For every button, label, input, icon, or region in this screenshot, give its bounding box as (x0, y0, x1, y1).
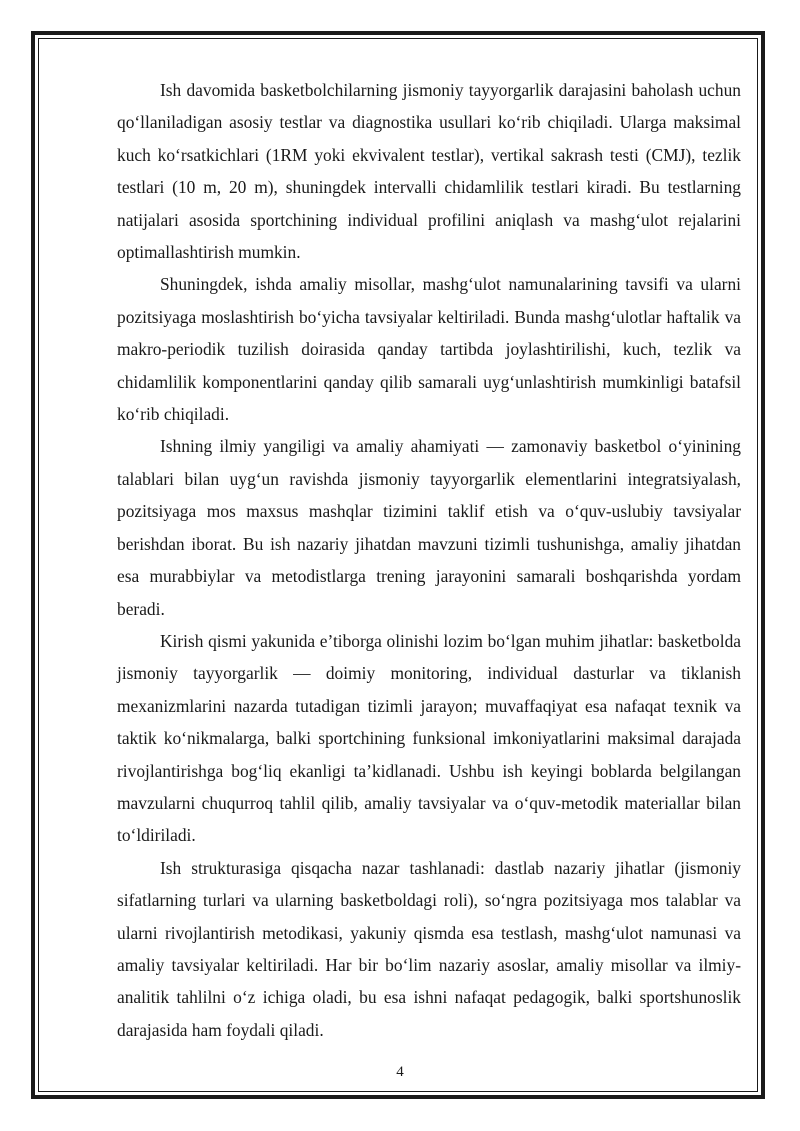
paragraph: Ishning ilmiy yangiligi va amaliy ahamiyati — zamonaviy basketbol o‘yinining talablari bilan uyg‘un ravishda jismoniy tayyorgarlik elementlarini integratsiyalash, pozitsiyaga mos maxsus mashqlar tizimini taklif etish va o‘quv-uslubiy tavsiyalar berishdan iborat. Bu ish nazariy jihatdan mavzuni tizimli tushunishga, amaliy jihatdan esa murabbiylar va metodistlarga trening jarayonini samarali boshqarishda yordam beradi. (117, 436, 741, 619)
paragraph: Ish davomida basketbolchilarning jismoniy tayyorgarlik darajasini baholash uchun qo‘llaniladigan asosiy testlar va diagnostika usullari ko‘rib chiqiladi. Ularga maksimal kuch ko‘rsatkichlari (1RM yoki ekvivalent testlar), vertikal sakrash testi (CMJ), tezlik testlari (10 m, 20 m), shuningdek intervalli chidamlilik testlari kiradi. Bu testlarning natijalari asosida sportchining individual profilini aniqlash va mashg‘ulot rejalarini optimallashtirish mumkin. (117, 80, 741, 263)
paragraph: Ish strukturasiga qisqacha nazar tashlanadi: dastlab nazariy jihatlar (jismoniy sifatlarning turlari va ularning basketboldagi roli), so‘ngra pozitsiyaga mos talablar va ularni rivojlantirish metodikasi, yakuniy qismda esa testlash, mashg‘ulot namunasi va amaliy tavsiyalar keltiriladi. Har bir bo‘lim nazariy asoslar, amaliy misollar va ilmiy-analitik tahlilni o‘z ichiga oladi, bu esa ishni nafaqat pedagogik, balki sportshunoslik darajasida ham foydali qiladi. (117, 857, 741, 1040)
paragraph: Shuningdek, ishda amaliy misollar, mashg‘ulot namunalarining tavsifi va ularni pozitsiyaga moslashtirish bo‘yicha tavsiyalar keltiriladi. Bunda mashg‘ulotlar haftalik va makro-periodik tuzilish doirasida qanday tartibda joylashtirilishi, kuch, tezlik va chidamlilik komponentlarini qanday qilib samarali uyg‘unlashtirish mumkinligi batafsil ko‘rib chiqiladi. (117, 274, 741, 425)
page-number: 4 (396, 1064, 404, 1080)
body-text (117, 74, 741, 1046)
paragraph: Kirish qismi yakunida e’tiborga olinishi lozim bo‘lgan muhim jihatlar: basketbolda jismoniy tayyorgarlik — doimiy monitoring, individual dasturlar va tiklanish mexanizmlarini nazarda tutadigan tizimli jarayon; muvaffaqiyat esa nafaqat texnik va taktik ko‘nikmalarga, balki sportchining funksional imkoniyatlarini maksimal darajada rivojlantirishga bog‘liq ekanligi ta’kidlanadi. Ushbu ish keyingi boblarda belgilangan mavzularni chuqurroq tahlil qilib, amaliy tavsiyalar va o‘quv-metodik materiallar bilan to‘ldiriladi. (117, 630, 741, 846)
